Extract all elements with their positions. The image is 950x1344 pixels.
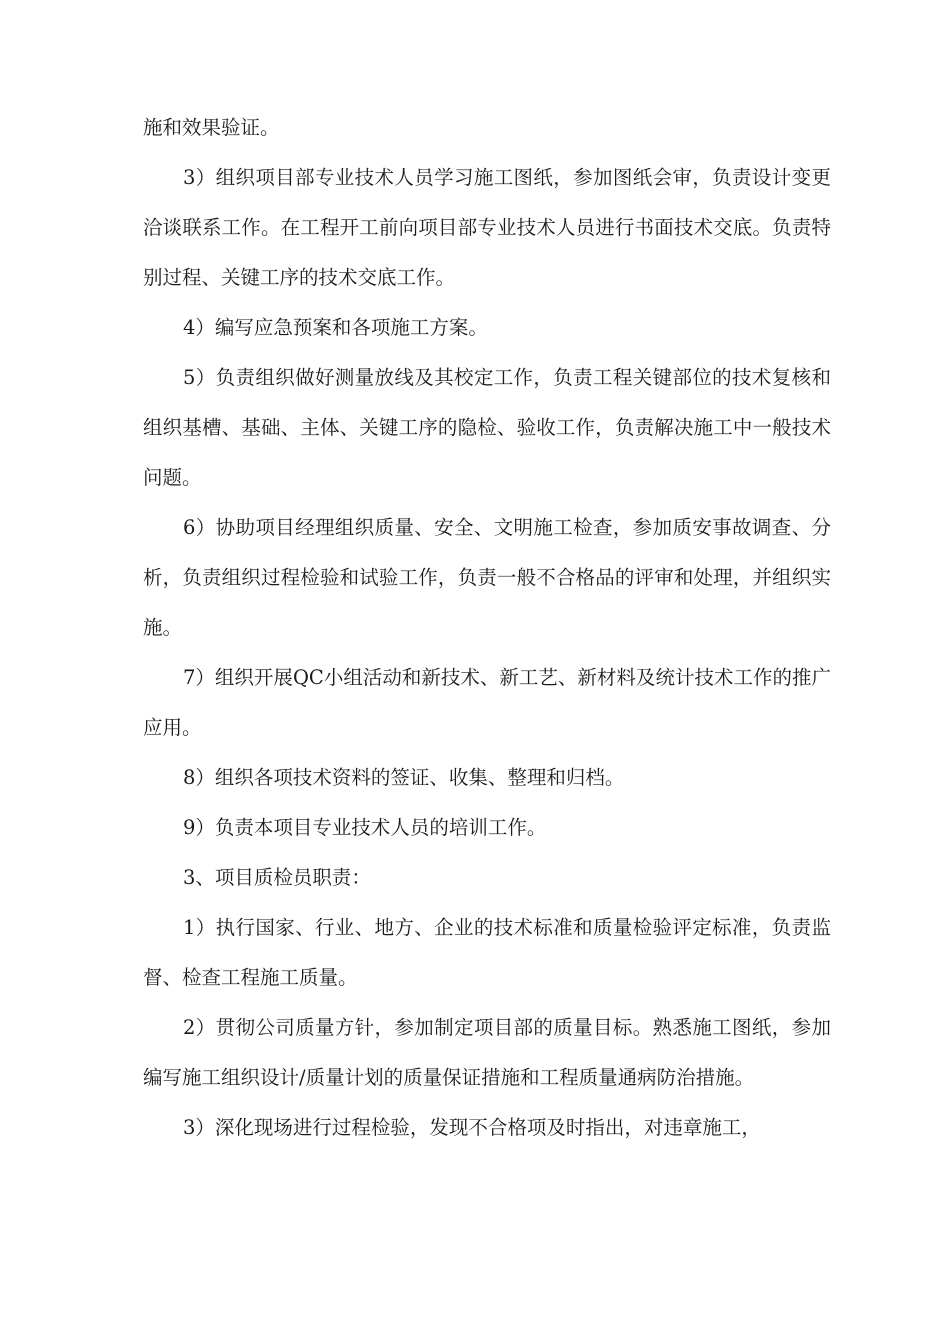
paragraph-4: 5）负责组织做好测量放线及其校定工作，负责工程关键部位的技术复核和组织基槽、基础、主体、关键工序的隐检、验收工作，负责解决施工中一般技术问题。 <box>143 366 831 489</box>
section-heading: 3、项目质检员职责： <box>183 866 371 889</box>
body-text <box>143 103 831 1153</box>
paragraph-12: 3）深化现场进行过程检验，发现不合格项及时指出，对违章施工， <box>183 1116 761 1139</box>
paragraph-6: 7）组织开展QC小组活动和新技术、新工艺、新材料及统计技术工作的推广应用。 <box>143 666 831 739</box>
paragraph-10: 1）执行国家、行业、地方、企业的技术标准和质量检验评定标准，负责监督、检查工程施工质量。 <box>143 916 831 989</box>
paragraph-11: 2）贯彻公司质量方针，参加制定项目部的质量目标。熟悉施工图纸，参加编写施工组织设计/质量计划的质量保证措施和工程质量通病防治措施。 <box>143 1016 831 1089</box>
paragraph-3: 4）编写应急预案和各项施工方案。 <box>183 316 488 339</box>
paragraph-8: 9）负责本项目专业技术人员的培训工作。 <box>183 816 547 839</box>
paragraph-7: 8）组织各项技术资料的签证、收集、整理和归档。 <box>183 766 625 789</box>
paragraph-2: 3）组织项目部专业技术人员学习施工图纸，参加图纸会审，负责设计变更洽谈联系工作。在工程开工前向项目部专业技术人员进行书面技术交底。负责特别过程、关键工序的技术交底工作。 <box>143 166 831 289</box>
paragraph-1: 施和效果验证。 <box>143 116 280 139</box>
paragraph-5: 6）协助项目经理组织质量、安全、文明施工检查，参加质安事故调查、分析，负责组织过程检验和试验工作，负责一般不合格品的评审和处理，并组织实施。 <box>143 516 831 639</box>
